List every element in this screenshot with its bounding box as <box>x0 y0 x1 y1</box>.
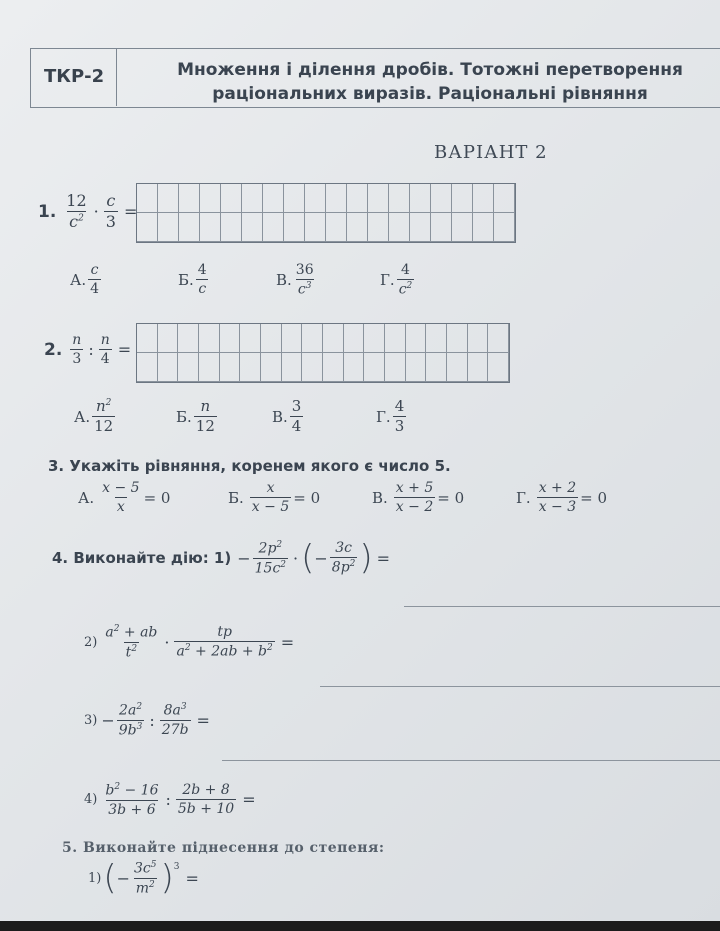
grid-cell[interactable] <box>431 213 452 242</box>
task2-expression: 2. $\frac{n}{3}$ : $\frac{n}{4}$ = <box>44 332 132 368</box>
grid-cell[interactable] <box>200 184 221 213</box>
task2-frac1: $\frac{n}{3}$ <box>72 332 82 368</box>
task1-option-b[interactable]: Б. $\frac{4}{c}$ <box>178 262 207 298</box>
grid-cell[interactable] <box>220 324 241 353</box>
grid-cell[interactable] <box>447 324 468 353</box>
grid-cell[interactable] <box>447 353 468 382</box>
task1-option-d[interactable]: Г. $\frac{4}{c^2}$ <box>380 262 413 298</box>
grid-cell[interactable] <box>199 353 220 382</box>
grid-cell[interactable] <box>410 213 431 242</box>
grid-cell[interactable] <box>158 353 179 382</box>
grid-cell[interactable] <box>284 213 305 242</box>
grid-cell[interactable] <box>323 324 344 353</box>
grid-cell[interactable] <box>137 324 158 353</box>
grid-cell[interactable] <box>364 324 385 353</box>
task3-options <box>78 480 607 515</box>
grid-cell[interactable] <box>326 184 347 213</box>
grid-cell[interactable] <box>261 353 282 382</box>
grid-cell[interactable] <box>137 184 158 213</box>
grid-cell[interactable] <box>221 184 242 213</box>
grid-cell[interactable] <box>473 184 494 213</box>
task1-expression: 1. $\frac{12}{c^2}$ · $\frac{c}{3}$ = <box>38 191 138 232</box>
task3-option-b[interactable]: Б. $\frac{x}{x - 5}$ = 0 <box>228 480 321 516</box>
title-line-1: Множення і ділення дробів. Тотожні перетворення <box>177 60 683 80</box>
grid-cell[interactable] <box>426 324 447 353</box>
title-line-2: раціональних виразів. Раціональні рівняння <box>212 84 648 104</box>
task4-text: 4. Виконайте дію: 1) <box>52 549 232 568</box>
task2-option-c[interactable]: В. $\frac{3}{4}$ <box>272 397 302 436</box>
grid-cell[interactable] <box>305 213 326 242</box>
grid-cell[interactable] <box>242 213 263 242</box>
grid-cell[interactable] <box>347 213 368 242</box>
grid-cell[interactable] <box>452 213 473 242</box>
task2-option-a[interactable]: А. $\frac{n^2}{12}$ <box>74 397 114 436</box>
task1-options <box>70 262 416 298</box>
grid-cell[interactable] <box>137 353 158 382</box>
grid-cell[interactable] <box>389 184 410 213</box>
task2-answer-grid[interactable] <box>136 323 510 383</box>
grid-cell[interactable] <box>200 213 221 242</box>
grid-cell[interactable] <box>410 184 431 213</box>
task1-option-a[interactable]: А. $\frac{c}{4}$ <box>70 262 100 298</box>
task1-answer-grid[interactable] <box>136 183 516 243</box>
task3-option-a[interactable]: А. $\frac{x - 5}{x}$ = 0 <box>78 480 171 516</box>
grid-cell[interactable] <box>240 353 261 382</box>
grid-cell[interactable] <box>468 324 489 353</box>
grid-cell[interactable] <box>302 324 323 353</box>
grid-cell[interactable] <box>178 324 199 353</box>
grid-cell[interactable] <box>263 213 284 242</box>
grid-cell[interactable] <box>178 353 199 382</box>
grid-cell[interactable] <box>347 184 368 213</box>
grid-cell[interactable] <box>263 184 284 213</box>
grid-cell[interactable] <box>282 324 303 353</box>
grid-cell[interactable] <box>242 184 263 213</box>
grid-cell[interactable] <box>494 184 515 213</box>
grid-cell[interactable] <box>220 353 241 382</box>
task2-frac2: $\frac{n}{4}$ <box>100 332 110 368</box>
grid-cell[interactable] <box>323 353 344 382</box>
grid-cell[interactable] <box>158 184 179 213</box>
task2-option-d[interactable]: Г. $\frac{4}{3}$ <box>376 397 405 436</box>
grid-cell[interactable] <box>406 324 427 353</box>
variant-label: ВАРІАНТ 2 <box>434 142 548 163</box>
grid-cell[interactable] <box>179 213 200 242</box>
task4-answer-line-2[interactable] <box>320 686 720 687</box>
grid-cell[interactable] <box>344 324 365 353</box>
task4-answer-line-3[interactable] <box>222 760 720 761</box>
grid-cell[interactable] <box>385 324 406 353</box>
task2-number: 2. <box>44 339 63 360</box>
task4-part1: 4. Виконайте дію: 1) − $\frac{2p^2}{15c^2}$ · ( − $\frac{3c}{8p^2}$ ) = <box>52 538 391 579</box>
grid-cell[interactable] <box>302 353 323 382</box>
grid-cell[interactable] <box>305 184 326 213</box>
task1-frac2: $\frac{c}{3}$ <box>105 191 116 232</box>
grid-cell[interactable] <box>488 353 509 382</box>
grid-cell[interactable] <box>344 353 365 382</box>
grid-cell[interactable] <box>261 324 282 353</box>
grid-cell[interactable] <box>389 213 410 242</box>
task5-part1: 1) ( − $\frac{3c^5}{m^2}$ ) $^3$ = <box>88 858 199 899</box>
grid-cell[interactable] <box>158 324 179 353</box>
grid-cell[interactable] <box>364 353 385 382</box>
grid-cell[interactable] <box>488 324 509 353</box>
grid-cell[interactable] <box>494 213 515 242</box>
task4-part2: 2) $\frac{a^2 + ab}{t^2}$ · $\frac{tp}{a^2 + 2ab + b^2}$ = <box>84 624 295 661</box>
grid-cell[interactable] <box>368 213 389 242</box>
task3-option-d[interactable]: Г. $\frac{x + 2}{x - 3}$ = 0 <box>516 480 608 516</box>
task4-part4: 4) $\frac{b^2 - 16}{3b + 6}$ : $\frac{2b + 8}{5b + 10}$ = <box>84 782 256 818</box>
task3-option-c[interactable]: В. $\frac{x + 5}{x - 2}$ = 0 <box>372 480 465 516</box>
grid-cell[interactable] <box>431 184 452 213</box>
test-code: ТКР-2 <box>44 66 105 87</box>
grid-cell[interactable] <box>240 324 261 353</box>
task5-text: 5. Виконайте піднесення до степеня: <box>62 840 385 856</box>
grid-cell[interactable] <box>221 213 242 242</box>
grid-cell[interactable] <box>426 353 447 382</box>
task1-option-c[interactable]: В. $\frac{36}{c^3}$ <box>276 262 314 298</box>
grid-cell[interactable] <box>137 213 158 242</box>
task4-answer-line-1[interactable] <box>404 606 720 607</box>
grid-cell[interactable] <box>452 184 473 213</box>
grid-cell[interactable] <box>368 184 389 213</box>
task2-option-b[interactable]: Б. $\frac{n}{12}$ <box>176 397 215 436</box>
grid-cell[interactable] <box>284 184 305 213</box>
task1-frac1: $\frac{12}{c^2}$ <box>66 191 87 232</box>
grid-cell[interactable] <box>406 353 427 382</box>
bottom-edge <box>0 921 720 931</box>
grid-cell[interactable] <box>385 353 406 382</box>
grid-cell[interactable] <box>473 213 494 242</box>
grid-cell[interactable] <box>158 213 179 242</box>
task2-options <box>74 398 408 436</box>
grid-cell[interactable] <box>282 353 303 382</box>
task3-text: 3. Укажіть рівняння, коренем якого є число 5. <box>48 457 451 475</box>
grid-cell[interactable] <box>326 213 347 242</box>
grid-cell[interactable] <box>468 353 489 382</box>
task4-part3: 3) − $\frac{2a^2}{9b^3}$ : $\frac{8a^3}{27b}$ = <box>84 702 210 739</box>
grid-cell[interactable] <box>199 324 220 353</box>
task1-number: 1. <box>38 201 57 222</box>
grid-cell[interactable] <box>179 184 200 213</box>
